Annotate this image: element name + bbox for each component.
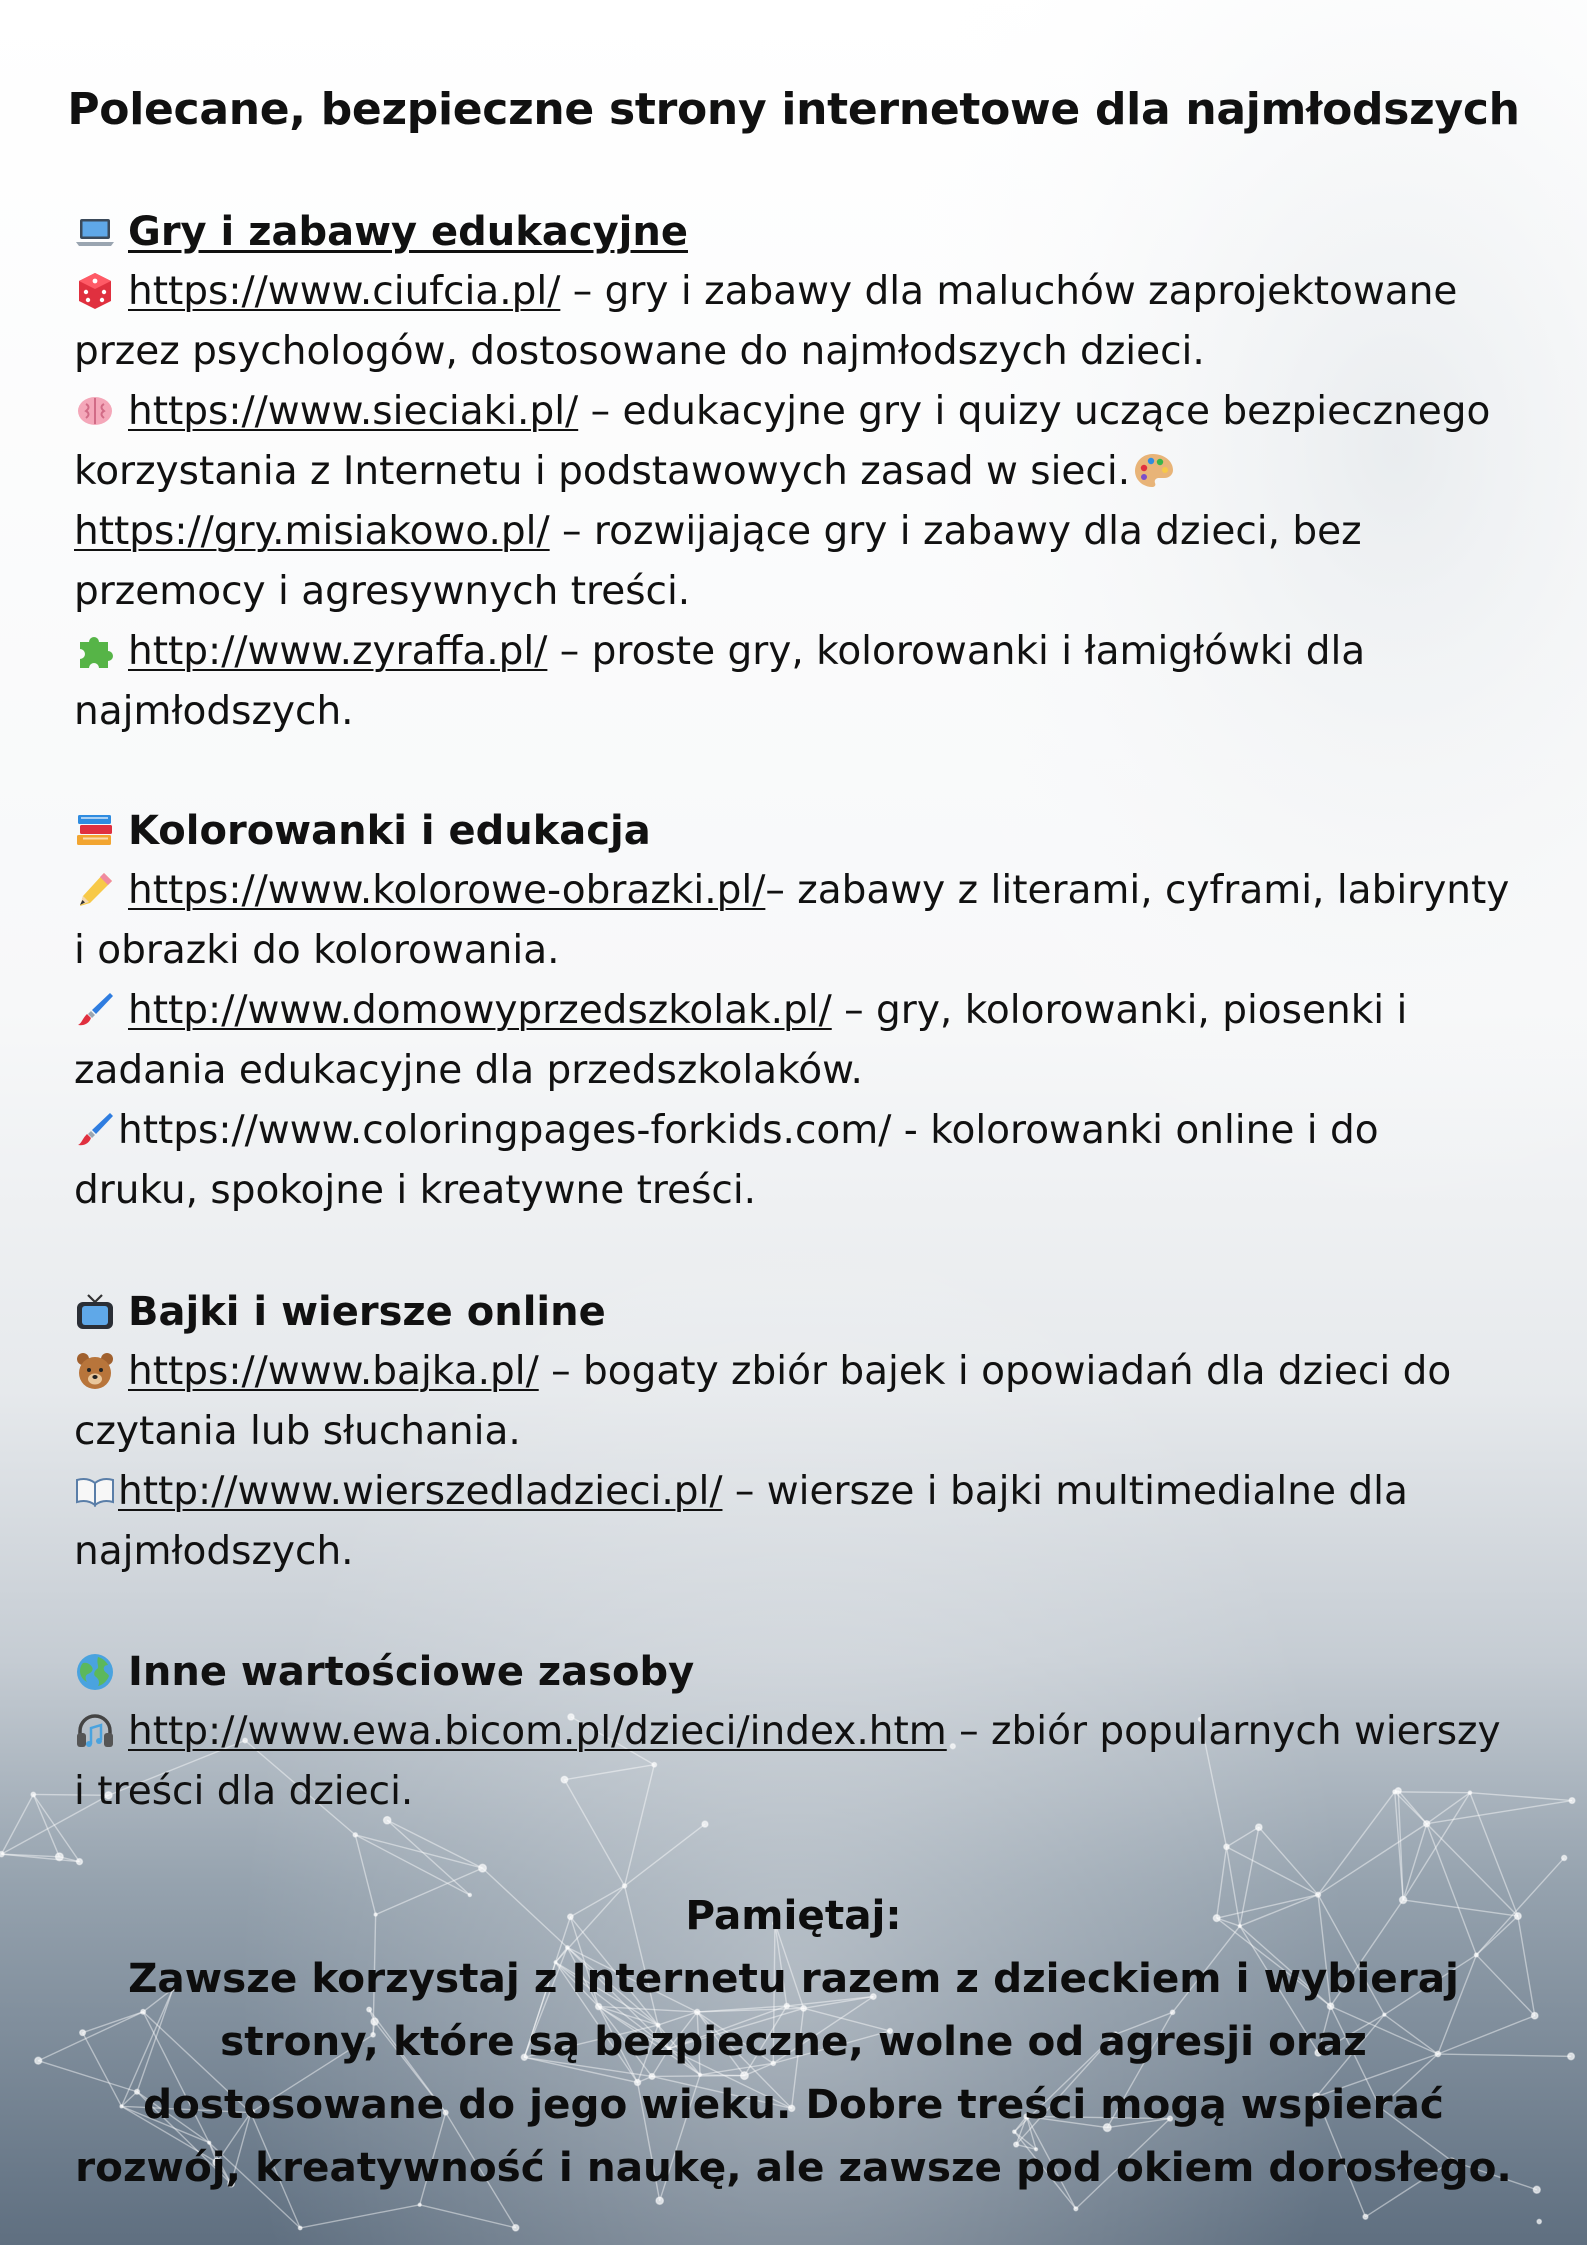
reminder-line: strony, które są bezpieczne, wolne od agresji oraz [220,2017,1367,2065]
site-description: – zbiór popularnych wierszy i treści dla dzieci. [74,1709,1501,1814]
reminder-line: rozwój, kreatywność i naukę, ale zawsze pod okiem dorosłego. [75,2143,1512,2191]
section-heading: Gry i zabawy edukacyjne [74,202,1514,262]
site-description: – proste gry, kolorowanki i łamigłówki dla najmłodszych. [74,629,1366,734]
brain-icon [74,390,116,432]
site-link[interactable]: http://www.ewa.bicom.pl/dzieci/index.htm [128,1709,947,1754]
list-item [74,1101,1514,1221]
reminder-line: dostosowane do jego wieku. Dobre treści mogą wspierać [143,2080,1444,2128]
site-link[interactable]: http://www.wierszedladzieci.pl/ [118,1469,723,1514]
site-description: – gry, kolorowanki, piosenki i zadania edukacyjne dla przedszkolaków. [74,988,1408,1093]
television-icon [74,1291,116,1333]
site-link[interactable]: https://www.sieciaki.pl/ [128,389,579,434]
laptop-icon [74,211,116,253]
puzzle-icon [74,630,116,672]
section-heading: Inne wartościowe zasoby [74,1642,1514,1702]
globe-icon [74,1651,116,1693]
reminder-line: Zawsze korzystaj z Internetu razem z dzieckiem i wybieraj [128,1954,1459,2002]
site-link[interactable]: http://www.domowyprzedszkolak.pl/ [128,988,832,1033]
site-description: – wiersze i bajki multimedialne dla najmłodszych. [74,1469,1408,1574]
paintbrush-icon [74,1109,116,1151]
section-other [74,1642,1514,1822]
list-item [74,1462,1514,1582]
site-link[interactable]: https://www.kolorowe-obrazki.pl/ [128,868,766,913]
page-title: Polecane, bezpieczne strony internetowe dla najmłodszych [67,84,1520,135]
palette-icon [1132,450,1174,492]
list-item [74,382,1514,502]
section-coloring [74,801,1514,1221]
list-item [74,502,1514,622]
reminder-note [40,1884,1547,2199]
reminder-heading: Pamiętaj: [685,1891,902,1939]
list-item [74,262,1514,382]
site-description: – edukacyjne gry i quizy uczące bezpiecznego korzystania z Internetu i podstawowych zasad w sieci. [74,389,1491,494]
site-description: – bogaty zbiór bajek i opowiadań dla dzieci do czytania lub słuchania. [74,1349,1452,1454]
headphones-icon [74,1710,116,1752]
site-description: – gry i zabawy dla maluchów zaprojektowane przez psychologów, dostosowane do najmłodszych dzieci. [74,269,1458,374]
open-book-icon [74,1470,116,1512]
section-heading: Bajki i wiersze online [74,1282,1514,1342]
site-link[interactable]: https://www.ciufcia.pl/ [128,269,561,314]
paintbrush-icon [74,989,116,1031]
bear-icon [74,1350,116,1392]
list-item [74,1702,1514,1822]
site-link[interactable]: https://gry.misiakowo.pl/ [74,509,550,554]
list-item [74,981,1514,1101]
site-entry-text: https://www.coloringpages-forkids.com/ - kolorowanki online i do druku, spokojne i kreatywne treści. [74,1108,1379,1213]
list-item [74,1342,1514,1462]
section-games [74,202,1514,742]
site-description: – rozwijające gry i zabawy dla dzieci, bez przemocy i agresywnych treści. [74,509,1362,614]
dice-icon [74,270,116,312]
site-link[interactable]: http://www.zyraffa.pl/ [128,629,548,674]
section-heading: Kolorowanki i edukacja [74,801,1514,861]
site-description: – zabawy z literami, cyframi, labirynty i obrazki do kolorowania. [74,868,1510,973]
books-icon [74,810,116,852]
section-stories [74,1282,1514,1582]
pencil-icon [74,869,116,911]
list-item [74,622,1514,742]
site-link[interactable]: https://www.bajka.pl/ [128,1349,539,1394]
list-item [74,861,1514,981]
